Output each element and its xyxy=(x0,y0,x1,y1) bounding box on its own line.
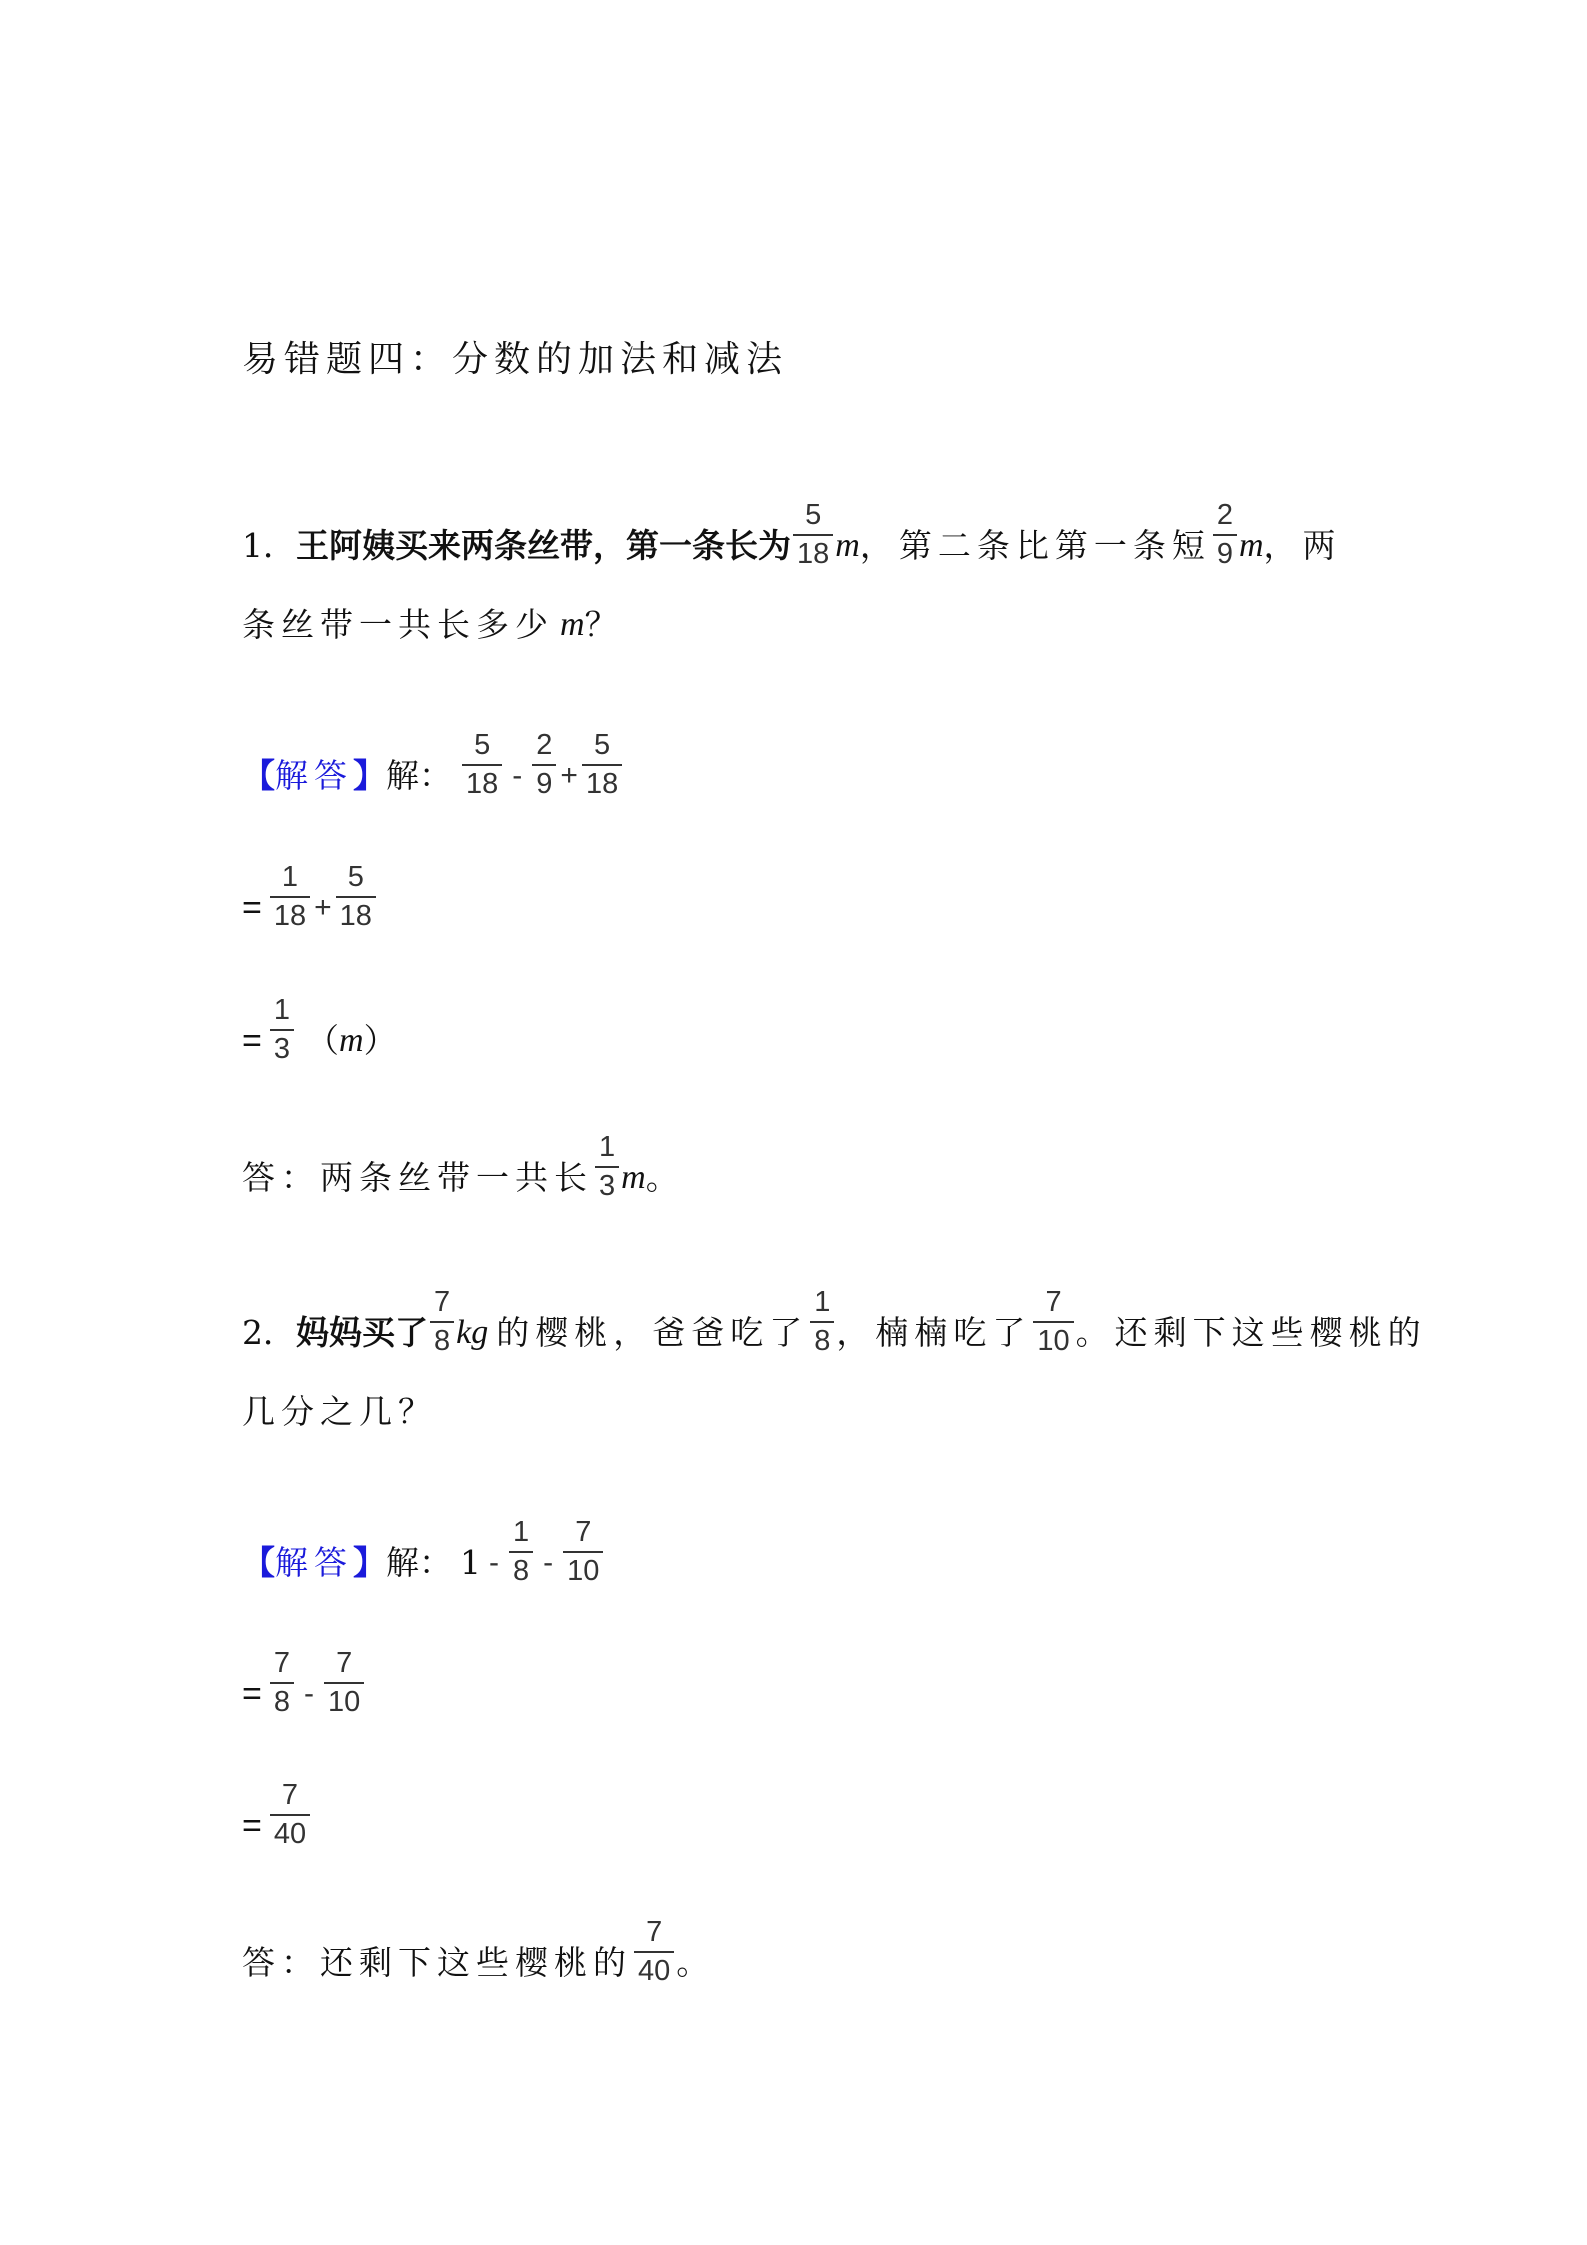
problem-1-question-line-1 xyxy=(242,495,1342,570)
question-text: 几分之几？ xyxy=(242,1392,437,1431)
operator: + xyxy=(314,891,332,924)
fraction-bar xyxy=(324,1682,364,1684)
solution-label: 解答 xyxy=(275,756,353,795)
fraction: $\frac{1}{3}$ xyxy=(595,1131,619,1202)
unit: kg xyxy=(456,1314,489,1351)
equals-sign: = xyxy=(242,889,262,927)
problem-1-answer xyxy=(242,1127,679,1202)
question-text: 条丝带一共长多少 xyxy=(242,605,554,644)
fraction: $\frac{7}{8}$ xyxy=(270,1647,294,1718)
unit: m xyxy=(339,1022,364,1059)
unit-paren-close: ） xyxy=(363,1021,397,1060)
lead-number: 1 xyxy=(460,1543,481,1582)
solution-label-close: 】 xyxy=(353,1543,386,1582)
fraction: $\frac{7}{10}$ xyxy=(324,1647,364,1718)
question-mark: ？ xyxy=(584,605,618,644)
equals-sign: = xyxy=(242,1022,262,1060)
answer-text: 答：还剩下这些樱桃的 xyxy=(242,1943,632,1982)
fraction-bar xyxy=(810,1321,834,1323)
problem-2-question-line-2 xyxy=(242,1392,437,1432)
solution-label-close: 】 xyxy=(353,756,386,795)
fraction: $\frac{7}{8}$ xyxy=(430,1286,454,1357)
solution-prefix: 解： xyxy=(386,756,452,795)
period: 。 xyxy=(645,1158,679,1197)
page-title xyxy=(242,340,788,380)
fraction: $\frac{1}{8}$ xyxy=(810,1286,834,1357)
question-text: 的樱桃，爸爸吃了 xyxy=(496,1313,809,1352)
equals-sign: = xyxy=(242,1675,262,1713)
operator: - xyxy=(512,759,523,792)
unit: m xyxy=(560,606,585,643)
fraction: $\frac{1}{18}$ xyxy=(270,861,310,932)
fraction-bar xyxy=(634,1951,674,1953)
fraction: $\frac{5}{18}$ xyxy=(462,729,502,800)
problem-2-solution-step-2 xyxy=(242,1643,366,1718)
problem-2-question-line-1 xyxy=(242,1282,1427,1357)
page-title-text: 易错题四：分数的加法和减法 xyxy=(242,339,789,380)
question-text: 王阿姨买来两条丝带，第一条长为 xyxy=(296,526,791,565)
fraction-bar xyxy=(793,534,833,536)
question-text: 妈妈买了 xyxy=(296,1313,428,1352)
fraction-bar xyxy=(430,1321,454,1323)
fraction: $\frac{5}{18}$ xyxy=(582,729,622,800)
unit: m xyxy=(621,1159,646,1196)
question-text: 。还剩下这些樱桃的 xyxy=(1075,1313,1427,1352)
fraction-bar xyxy=(270,896,310,898)
fraction: $\frac{7}{10}$ xyxy=(1033,1286,1073,1357)
fraction-bar xyxy=(563,1551,603,1553)
fraction: $\frac{1}{8}$ xyxy=(509,1516,533,1587)
fraction: $\frac{1}{3}$ xyxy=(270,994,294,1065)
fraction-bar xyxy=(532,764,556,766)
question-text: ，两 xyxy=(1263,526,1342,565)
fraction: $\frac{2}{9}$ xyxy=(532,729,556,800)
solution-label-open: 【 xyxy=(242,1543,275,1582)
question-text: ，第二条比第一条短 xyxy=(859,526,1211,565)
operator: - xyxy=(543,1546,554,1579)
answer-text: 答：两条丝带一共长 xyxy=(242,1158,593,1197)
problem-1-solution-step-3 xyxy=(242,990,397,1065)
fraction-bar xyxy=(462,764,502,766)
fraction: $\frac{2}{9}$ xyxy=(1213,499,1237,570)
fraction-bar xyxy=(595,1166,619,1168)
problem-1-question-line-2 xyxy=(242,605,618,645)
solution-label-open: 【 xyxy=(242,756,275,795)
fraction-bar xyxy=(1033,1321,1073,1323)
problem-1-solution-step-2 xyxy=(242,857,378,932)
fraction-bar xyxy=(270,1814,310,1816)
fraction-bar xyxy=(270,1682,294,1684)
equals-sign: = xyxy=(242,1807,262,1845)
fraction: $\frac{5}{18}$ xyxy=(793,499,833,570)
fraction-bar xyxy=(336,896,376,898)
solution-prefix: 解： xyxy=(386,1543,452,1582)
fraction-bar xyxy=(509,1551,533,1553)
fraction-bar xyxy=(582,764,622,766)
fraction-bar xyxy=(1213,534,1237,536)
fraction: $\frac{7}{10}$ xyxy=(563,1516,603,1587)
problem-2-solution-step-1 xyxy=(242,1512,605,1587)
operator: - xyxy=(304,1677,314,1710)
fraction: $\frac{7}{40}$ xyxy=(270,1779,310,1850)
fraction-bar xyxy=(270,1029,294,1031)
operator: - xyxy=(489,1546,499,1579)
problem-number: 1． xyxy=(242,526,296,565)
operator: + xyxy=(560,759,578,792)
unit-paren-open: （ xyxy=(306,1021,339,1060)
fraction: $\frac{5}{18}$ xyxy=(336,861,376,932)
question-text: ，楠楠吃了 xyxy=(836,1313,1032,1352)
problem-1-solution-step-1 xyxy=(242,725,624,800)
problem-number: 2． xyxy=(242,1313,296,1352)
unit: m xyxy=(1238,527,1264,564)
problem-2-solution-step-3 xyxy=(242,1775,312,1850)
fraction: $\frac{7}{40}$ xyxy=(634,1916,674,1987)
solution-label: 解答 xyxy=(275,1543,353,1582)
problem-2-answer xyxy=(242,1912,710,1987)
unit: m xyxy=(835,527,860,564)
period: 。 xyxy=(676,1943,710,1982)
